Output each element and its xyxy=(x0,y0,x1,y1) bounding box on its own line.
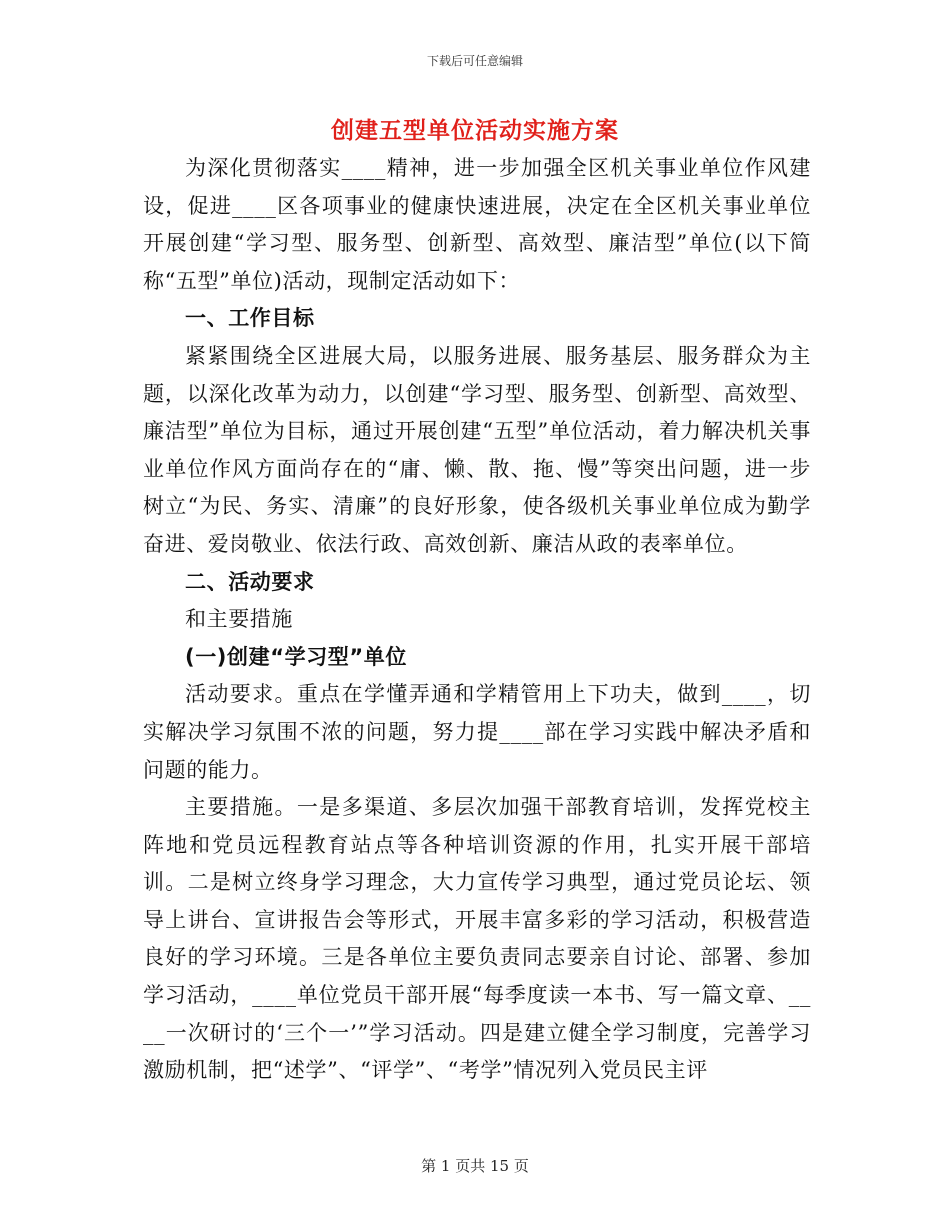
header-note: 下载后可任意编辑 xyxy=(426,54,523,68)
learning-requirements-paragraph: 活动要求。重点在学懂弄通和学精管用上下功夫，做到____，切实解决学习氛围不浓的问题，努力提____部在学习实践中解决矛盾和问题的能力。 xyxy=(143,682,811,782)
document-title: 创建五型单位活动实施方案 xyxy=(331,117,619,144)
requirements-subline: 和主要措施 xyxy=(185,607,293,632)
section-heading-goals: 一、工作目标 xyxy=(185,306,315,331)
section-heading-requirements: 二、活动要求 xyxy=(185,569,315,594)
page-number: 第 1 页共 15 页 xyxy=(421,1157,529,1175)
goals-paragraph: 紧紧围绕全区进展大局，以服务进展、服务基层、服务群众为主题，以深化改革为动力，以创建“学习型、服务型、创新型、高效型、廉洁型”单位为目标，通过开展创建“五型”单位活动，着力解决机关事业单位作风方面尚存在的“庸、懒、散、拖、慢”等突出问题，进一步树立“为民、务实、清廉”的良好形象，使各级机关事业单位成为勤学奋进、爱岗敬业、依法行政、高效创新、廉洁从政的表率单位。 xyxy=(143,343,811,556)
document-body xyxy=(143,150,811,1090)
learning-measures-paragraph: 主要措施。一是多渠道、多层次加强干部教育培训，发挥党校主阵地和党员远程教育站点等各种培训资源的作用，扎实开展干部培训。二是树立终身学习理念，大力宣传学习典型，通过党员论坛、领导上讲台、宣讲报告会等形式，开展丰富多彩的学习活动，积极营造良好的学习环境。三是各单位主要负责同志要亲自讨论、部署、参加学习活动，____单位党员干部开展“每季度读一本书、写一篇文章、____一次研讨的‘三个一’”学习活动。四是建立健全学习制度，完善学习激励机制，把“述学”、“评学”、“考学”情况列入党员民主评 xyxy=(143,795,811,1083)
subsection-heading-learning: (一)创建“学习型”单位 xyxy=(185,644,407,669)
intro-paragraph: 为深化贯彻落实____精神，进一步加强全区机关事业单位作风建设，促进____区各项事业的健康快速进展，决定在全区机关事业单位开展创建“学习型、服务型、创新型、高效型、廉洁型”单位(以下简称“五型”单位)活动，现制定活动如下： xyxy=(143,156,811,293)
